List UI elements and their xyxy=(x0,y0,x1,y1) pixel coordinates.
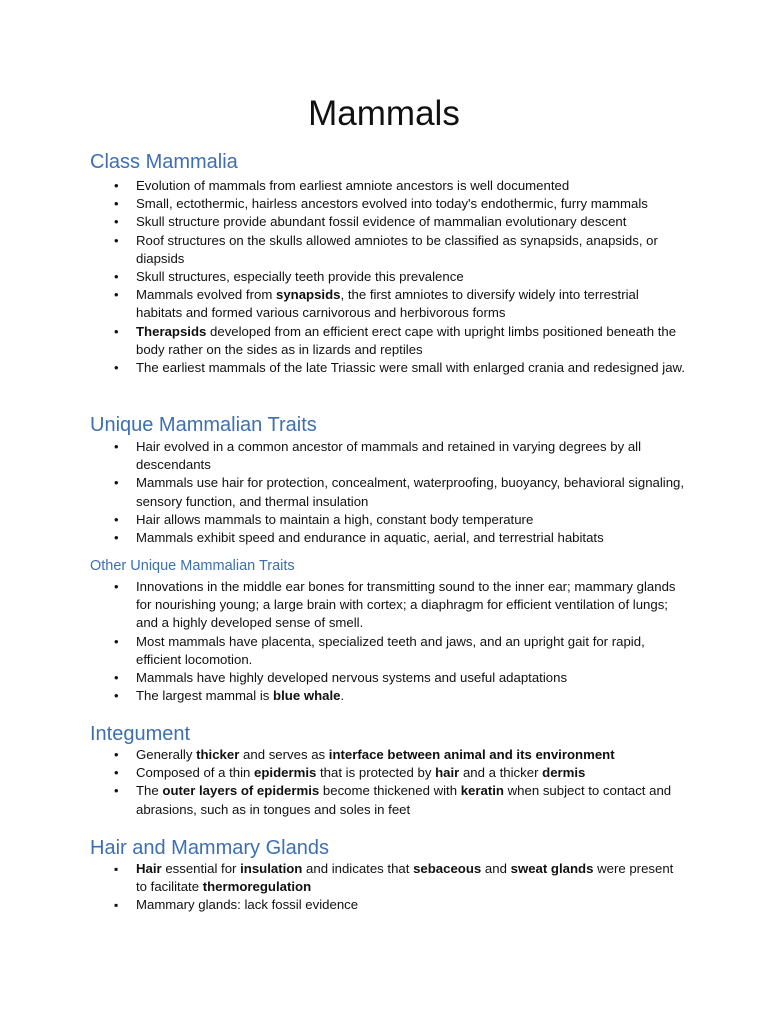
item-text: Mammary glands: lack fossil evidence xyxy=(136,897,359,913)
list-item xyxy=(0,896,768,914)
list-item xyxy=(0,474,768,510)
list-item xyxy=(0,764,768,782)
item-text: and a thicker xyxy=(459,765,543,781)
heading-unique-traits: Unique Mammalian Traits xyxy=(90,414,317,436)
item-text: Composed of a thin xyxy=(136,765,255,781)
item-text: and xyxy=(481,861,511,876)
item-text: Roof structures on the skulls allowed amniotes to be classified as synapsids, anapsids, or diapsids xyxy=(136,232,658,266)
bold-text: blue whale xyxy=(273,688,341,704)
bold-text: dermis xyxy=(542,765,586,781)
list-item xyxy=(0,177,768,195)
item-text: Small, ectothermic, hairless ancestors evolved into today's endothermic, furry mammals xyxy=(136,196,648,212)
list-item xyxy=(0,633,768,669)
item-text: essential for xyxy=(161,861,241,876)
item-text: The earliest mammals of the late Triassic were small with enlarged crania and redesigned jaw. xyxy=(136,360,685,376)
bold-text: thermoregulation xyxy=(202,879,312,895)
heading-integument: Integument xyxy=(90,723,191,745)
list-hair-glands xyxy=(0,860,768,915)
list-item xyxy=(0,860,768,896)
item-text: Innovations in the middle ear bones for transmitting sound to the inner ear; mammary glands for nourishing young; a large brain with cortex; a diaphragm for efficient ventilation of lungs; and a highly developed sense of smell. xyxy=(136,579,676,631)
item-text: Generally xyxy=(136,747,197,762)
bold-text: epidermis xyxy=(254,765,317,781)
item-text: and serves as xyxy=(239,747,329,762)
heading-other-traits: Other Unique Mammalian Traits xyxy=(90,558,295,574)
item-text: and indicates that xyxy=(302,861,414,876)
list-item xyxy=(0,213,768,231)
list-item xyxy=(0,323,768,359)
item-text: Mammals have highly developed nervous systems and useful adaptations xyxy=(136,670,568,686)
list-item xyxy=(0,438,768,474)
item-text: Hair allows mammals to maintain a high, constant body temperature xyxy=(136,511,534,527)
list-class-mammalia xyxy=(0,177,768,377)
bold-text: hair xyxy=(435,765,460,781)
item-text: developed from an efficient erect cape with upright limbs positioned beneath the body rather on the sides as in lizards and reptiles xyxy=(136,323,677,357)
item-text: Mammals evolved from xyxy=(136,287,276,303)
item-text: Hair evolved in a common ancestor of mammals and retained in varying degrees by all descendants xyxy=(136,439,642,473)
bold-text: insulation xyxy=(240,861,303,876)
bold-text: sweat glands xyxy=(510,861,594,876)
item-text: The xyxy=(136,783,163,799)
list-item xyxy=(0,286,768,322)
item-text: The largest mammal is xyxy=(136,688,274,704)
list-item xyxy=(0,687,768,705)
bold-text: thicker xyxy=(196,747,240,762)
bold-text: synapsids xyxy=(275,287,341,303)
item-text: were present to facilitate xyxy=(136,861,674,895)
item-text: when subject to contact and abrasions, such as in tongues and soles in feet xyxy=(136,783,672,817)
list-item xyxy=(0,746,768,764)
list-item xyxy=(0,782,768,818)
item-text: . xyxy=(340,688,345,704)
item-text: Mammals use hair for protection, concealment, waterproofing, buoyancy, behavioral signaling, sensory function, and thermal insulation xyxy=(136,475,685,509)
item-text: Most mammals have placenta, specialized teeth and jaws, and an upright gait for rapid, efficient locomotion. xyxy=(136,633,645,667)
bold-text: Hair xyxy=(136,861,162,876)
item-text: Evolution of mammals from earliest amniote ancestors is well documented xyxy=(136,178,570,193)
item-text: that is protected by xyxy=(316,765,436,781)
list-item xyxy=(0,511,768,529)
item-text: Skull structures, especially teeth provide this prevalence xyxy=(136,269,464,285)
heading-class-mammalia: Class Mammalia xyxy=(90,151,238,173)
bold-text: keratin xyxy=(460,783,504,799)
item-text: Mammals exhibit speed and endurance in aquatic, aerial, and terrestrial habitats xyxy=(136,530,604,546)
item-text: Skull structure provide abundant fossil evidence of mammalian evolutionary descent xyxy=(136,214,627,230)
bold-text: outer layers of epidermis xyxy=(162,783,320,799)
bold-text: sebaceous xyxy=(413,861,482,876)
list-item xyxy=(0,268,768,286)
list-item xyxy=(0,578,768,633)
list-unique-traits xyxy=(0,438,768,547)
heading-hair-glands: Hair and Mammary Glands xyxy=(90,837,329,859)
list-item xyxy=(0,529,768,547)
list-item xyxy=(0,669,768,687)
item-text: become thickened with xyxy=(319,783,461,799)
item-text: , the first amniotes to diversify widely into terrestrial habitats and formed various carnivorous and herbivorous forms xyxy=(136,287,639,321)
list-item xyxy=(0,195,768,213)
list-item xyxy=(0,359,768,377)
list-other-traits xyxy=(0,578,768,705)
bold-text: interface between animal and its environment xyxy=(328,747,615,762)
page-title: Mammals xyxy=(308,94,460,133)
list-integument xyxy=(0,746,768,819)
bold-text: Therapsids xyxy=(136,323,207,339)
list-item xyxy=(0,232,768,268)
